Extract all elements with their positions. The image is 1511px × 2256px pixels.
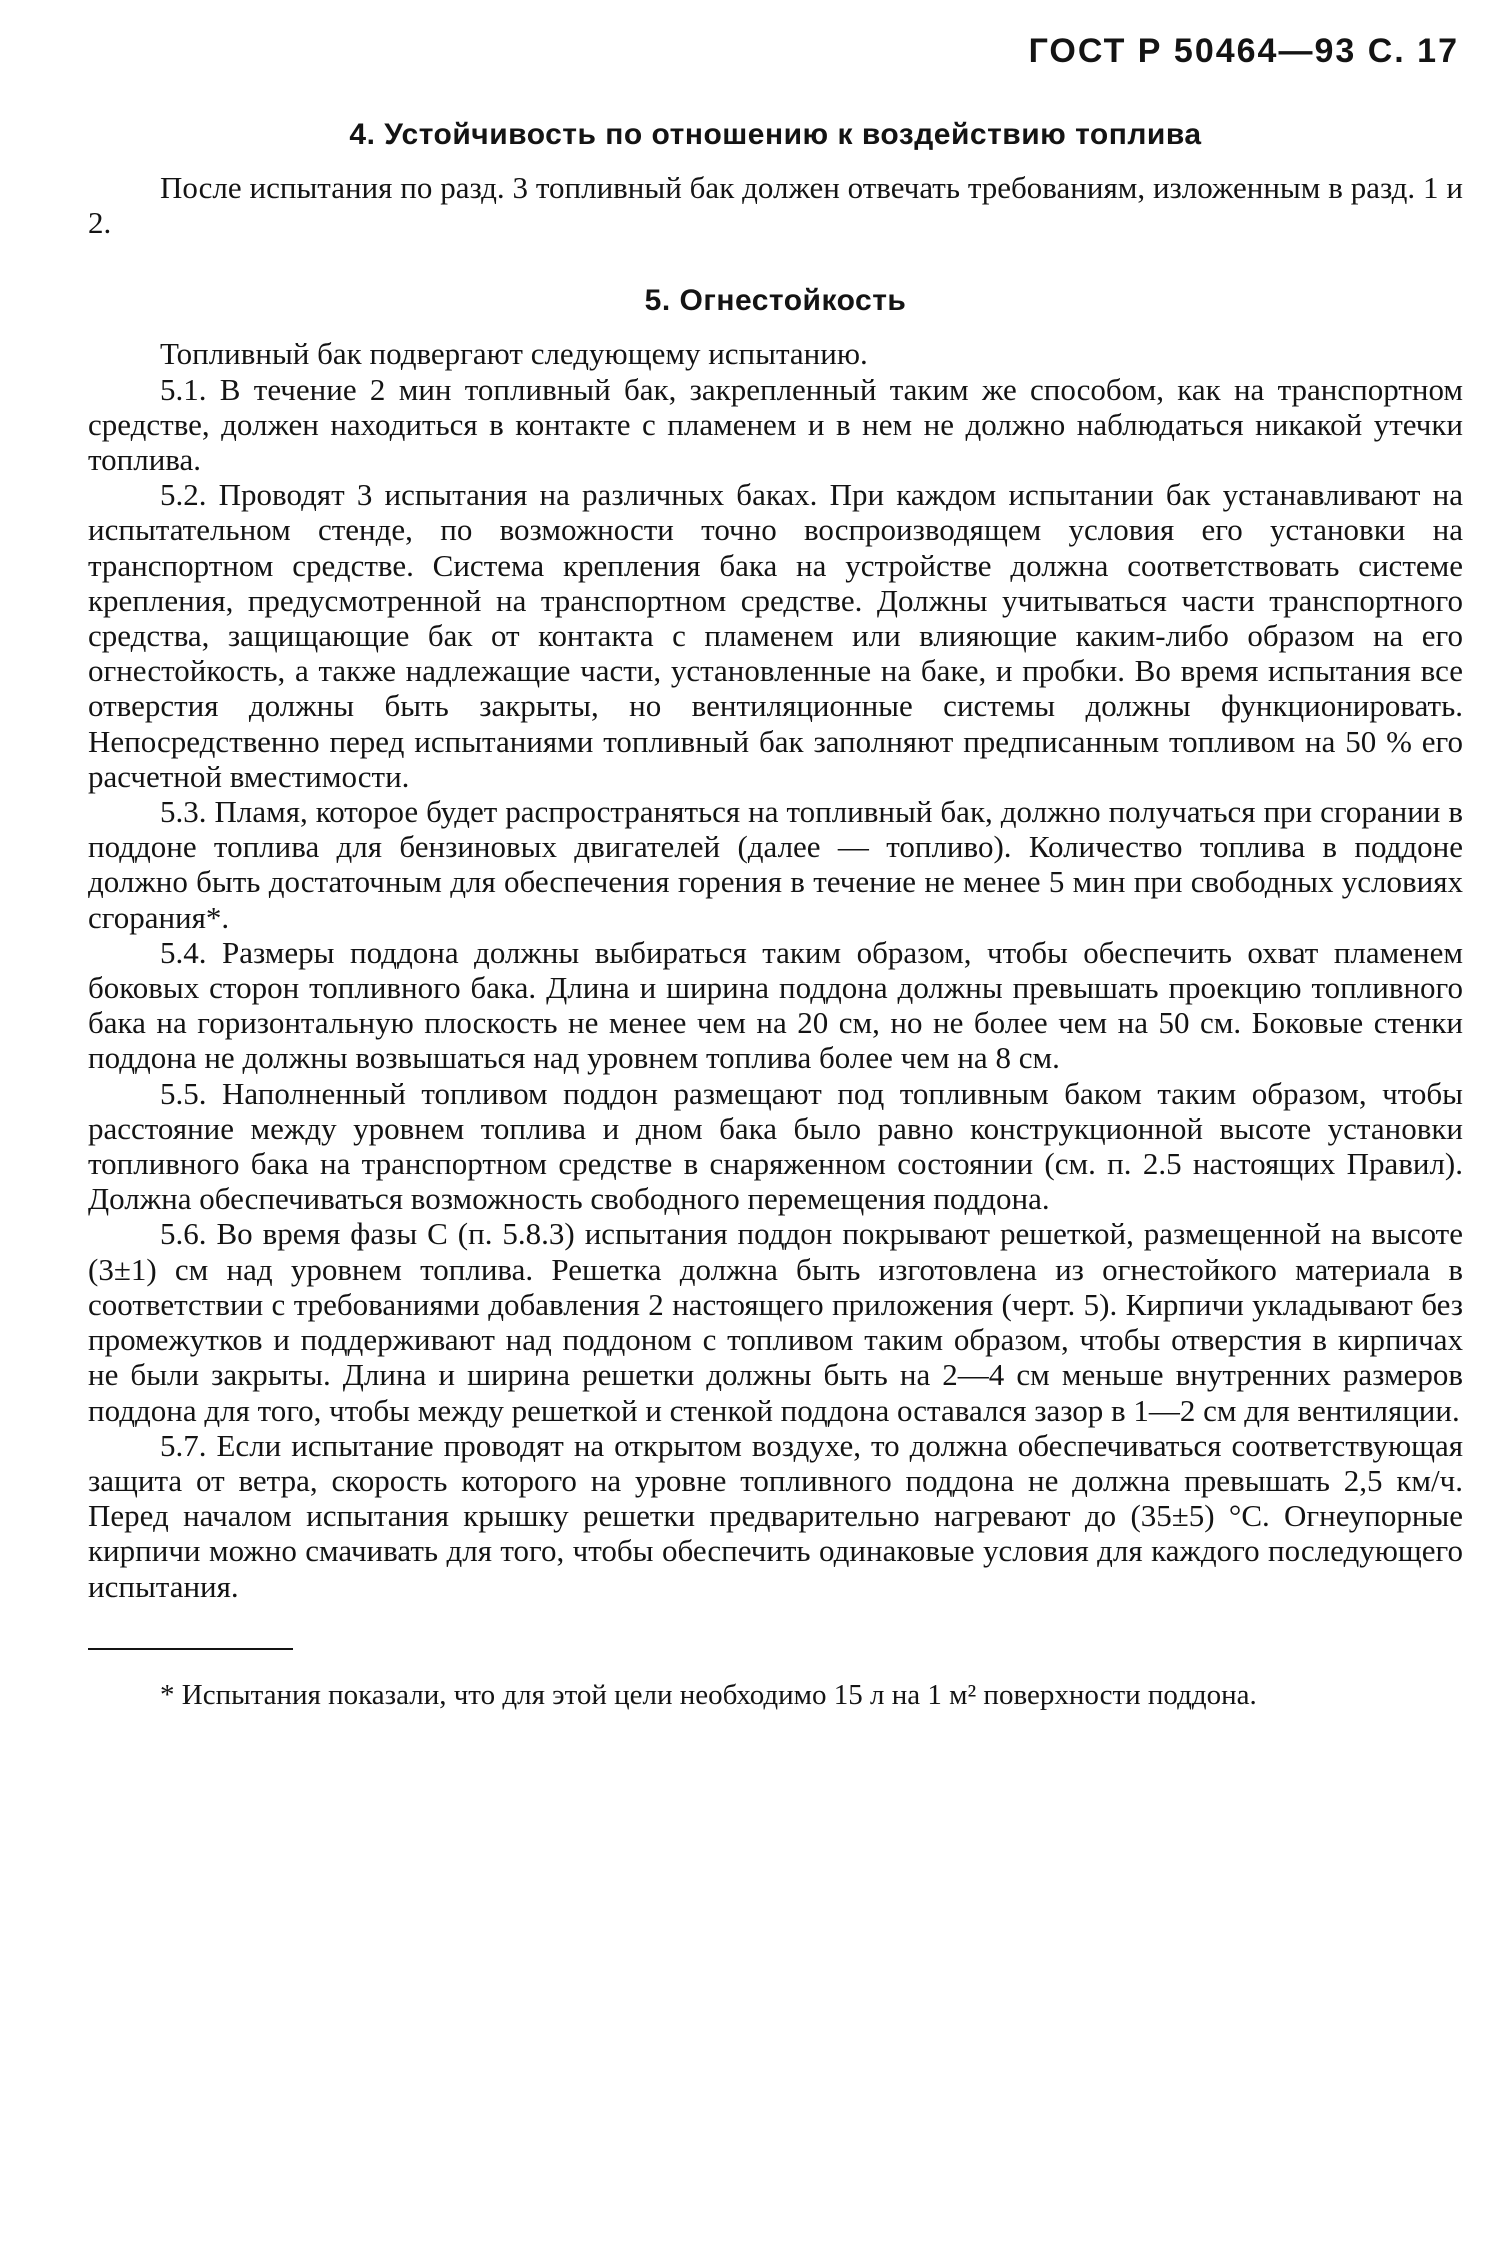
section-4-paragraph: После испытания по разд. 3 топливный бак должен отвечать требованиям, изложенным в разд. 1 и 2. <box>88 170 1463 241</box>
clause-5-3: 5.3. Пламя, которое будет распространяться на топливный бак, должно получаться при сгорании в поддоне топлива для бензиновых двигателей (далее — топливо). Количество топлива в поддоне должно быть достаточным для обеспечения горения в течение не менее 5 мин при свободных условиях сгорания*. <box>88 794 1463 935</box>
footnote: * Испытания показали, что для этой цели необходимо 15 л на 1 м² поверхности поддона. <box>160 1678 1257 1711</box>
page-content <box>88 118 1463 1712</box>
page-header: ГОСТ Р 50464—93 С. 17 <box>1028 32 1459 70</box>
clause-5-5: 5.5. Наполненный топливом поддон размещают под топливным баком таким образом, чтобы расстояние между уровнем топлива и дном бака было равно конструкционной высоте установки топливного бака на транспортном средстве в снаряженном состоянии (см. п. 2.5 настоящих Правил). Должна обеспечиваться возможность свободного перемещения поддона. <box>88 1075 1463 1217</box>
clause-5-7: 5.7. Если испытание проводят на открытом воздухе, то должна обеспечиваться соответствующая защита от ветра, скорость которого на уровне топливного поддона не должна превышать 2,5 км/ч. Перед началом испытания крышку решетки предварительно нагревают до (35±5) °С. Огнеупорные кирпичи можно смачивать для того, чтобы обеспечить одинаковые условия для каждого последующего испытания. <box>88 1427 1463 1604</box>
clause-5-4: 5.4. Размеры поддона должны выбираться таким образом, чтобы обеспечить охват пламенем боковых сторон топливного бака. Длина и ширина поддона должны превышать проекцию топливного бака на горизонтальную плоскость не менее чем на 20 см, но не более чем на 50 см. Боковые стенки поддона не должны возвышаться над уровнем топлива более чем на 8 см. <box>88 934 1463 1076</box>
clause-5-2: 5.2. Проводят 3 испытания на различных баках. При каждом испытании бак устанавливают на испытательном стенде, по возможности точно воспроизводящем условия его установки на транспортном средстве. Система крепления бака на устройстве должна соответствовать системе крепления, предусмотренной на транспортном средстве. Должны учитываться части транспортного средства, защищающие бак от контакта с пламенем или влияющие каким-либо образом на его огнестойкость, а также надлежащие части, установленные на баке, и пробки. Во время испытания все отверстия должны быть закрыты, но вентиляционные системы должны функционировать. Непосредственно перед испытаниями топливный бак заполняют предписанным топливом на 50 % его расчетной вместимости. <box>88 477 1463 794</box>
clause-5-6: 5.6. Во время фазы С (п. 5.8.3) испытания поддон покрывают решеткой, размещенной на высоте (3±1) см над уровнем топлива. Решетка должна быть изготовлена из огнестойкого материала в соответствии с требованиями добавления 2 настоящего приложения (черт. 5). Кирпичи укладывают без промежутков и поддерживают над поддоном с топливом таким образом, чтобы отверстия в кирпичах не были закрыты. Длина и ширина решетки должны быть на 2—4 см меньше внутренних размеров поддона для того, чтобы между решеткой и стенкой поддона оставался зазор в 1—2 см для вентиляции. <box>88 1216 1463 1428</box>
clause-5-1: 5.1. В течение 2 мин топливный бак, закрепленный таким же способом, как на транспортном средстве, должен находиться в контакте с пламенем и в нем не должно наблюдаться никакой утечки топлива. <box>88 371 1463 478</box>
section-4-heading: 4. Устойчивость по отношению к воздействию топлива <box>349 118 1202 151</box>
section-5-intro: Топливный бак подвергают следующему испытанию. <box>160 336 868 372</box>
footnote-divider <box>88 1648 293 1650</box>
section-5-heading: 5. Огнестойкость <box>644 284 907 318</box>
